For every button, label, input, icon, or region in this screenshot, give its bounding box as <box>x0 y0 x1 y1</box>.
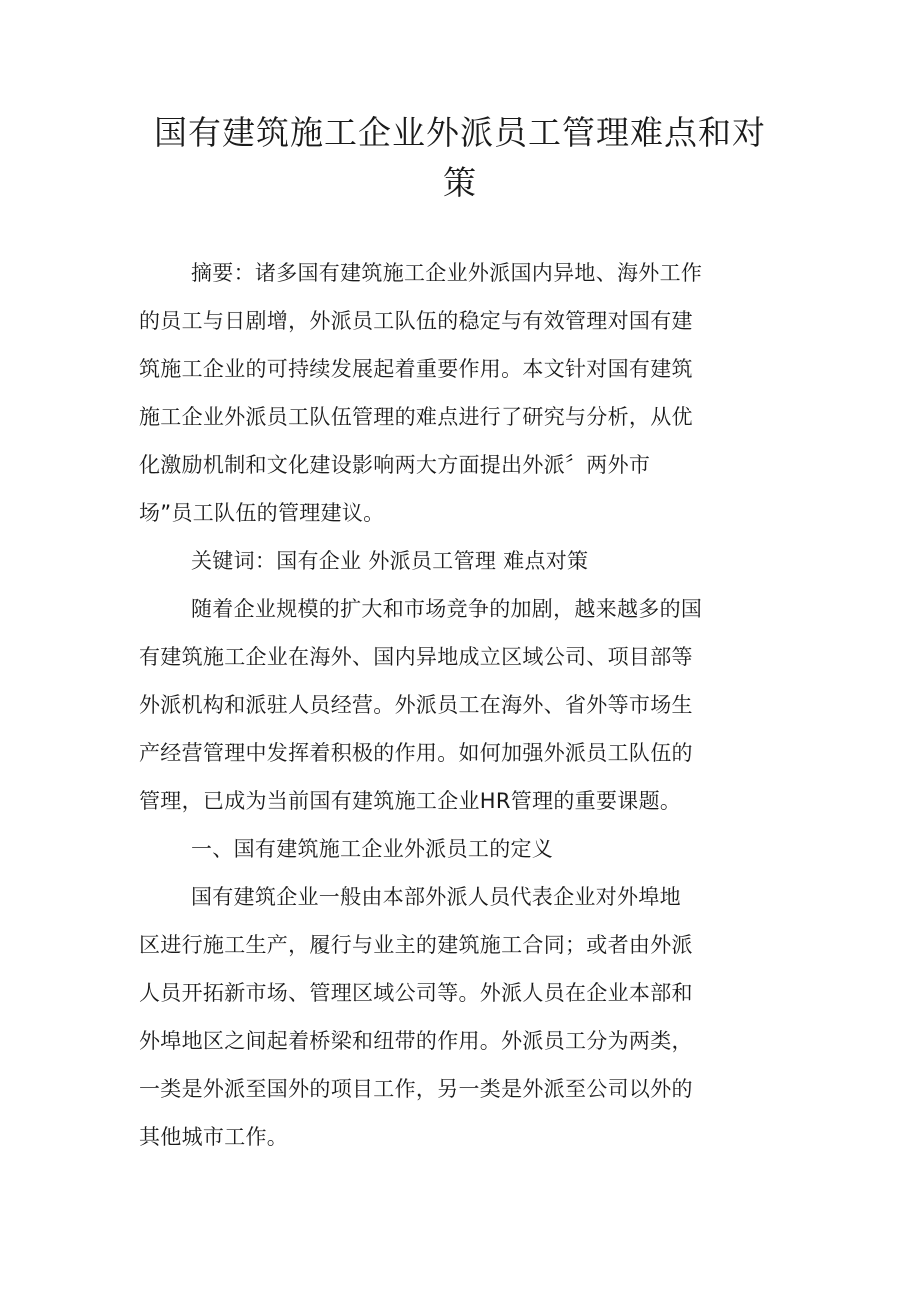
abstract-line: 的员工与日剧增，外派员工队伍的稳定与有效管理对国有建 <box>139 309 693 333</box>
paragraph-line: 管理，已成为当前国有建筑施工企业HR管理的重要课题。 <box>139 789 682 813</box>
paragraph-line: 随着企业规模的扩大和市场竞争的加剧，越来越多的国 <box>191 597 703 621</box>
paragraph-line: 人员开拓新市场、管理区域公司等。外派人员在企业本部和 <box>139 981 693 1005</box>
section-heading: 一、国有建筑施工企业外派员工的定义 <box>191 837 554 861</box>
paragraph-line: 外埠地区之间起着桥梁和纽带的作用。外派员工分为两类， <box>139 1029 693 1053</box>
paragraph-line: 产经营管理中发挥着积极的作用。如何加强外派员工队伍的 <box>139 741 693 765</box>
paragraph-line: 区进行施工生产，履行与业主的建筑施工合同；或者由外派 <box>139 933 693 957</box>
abstract-line: 化激励机制和文化建设影响两大方面提出外派〞两外市 <box>139 453 651 477</box>
paragraph-line: 国有建筑企业一般由本部外派人员代表企业对外埠地 <box>191 885 681 909</box>
abstract-line: 施工企业外派员工队伍管理的难点进行了研究与分析，从优 <box>139 405 693 429</box>
abstract-line: 场”员工队伍的管理建议。 <box>139 501 385 525</box>
paragraph-line: 其他城市工作。 <box>139 1125 289 1149</box>
keywords-line: 关键词：国有企业 外派员工管理 难点对策 <box>191 549 589 573</box>
document-title <box>130 108 790 208</box>
title-line-1: 国有建筑施工企业外派员工管理难点和对 <box>154 113 766 152</box>
abstract-line: 筑施工企业的可持续发展起着重要作用。本文针对国有建筑 <box>139 357 693 381</box>
title-line-2: 策 <box>443 163 477 202</box>
paragraph-line: 一类是外派至国外的项目工作，另一类是外派至公司以外的 <box>139 1077 693 1101</box>
paragraph-line: 外派机构和派驻人员经营。外派员工在海外、省外等市场生 <box>139 693 693 717</box>
paragraph-line: 有建筑施工企业在海外、国内异地成立区域公司、项目部等 <box>139 645 693 669</box>
abstract-line: 摘要：诸多国有建筑施工企业外派国内异地、海外工作 <box>191 261 703 285</box>
